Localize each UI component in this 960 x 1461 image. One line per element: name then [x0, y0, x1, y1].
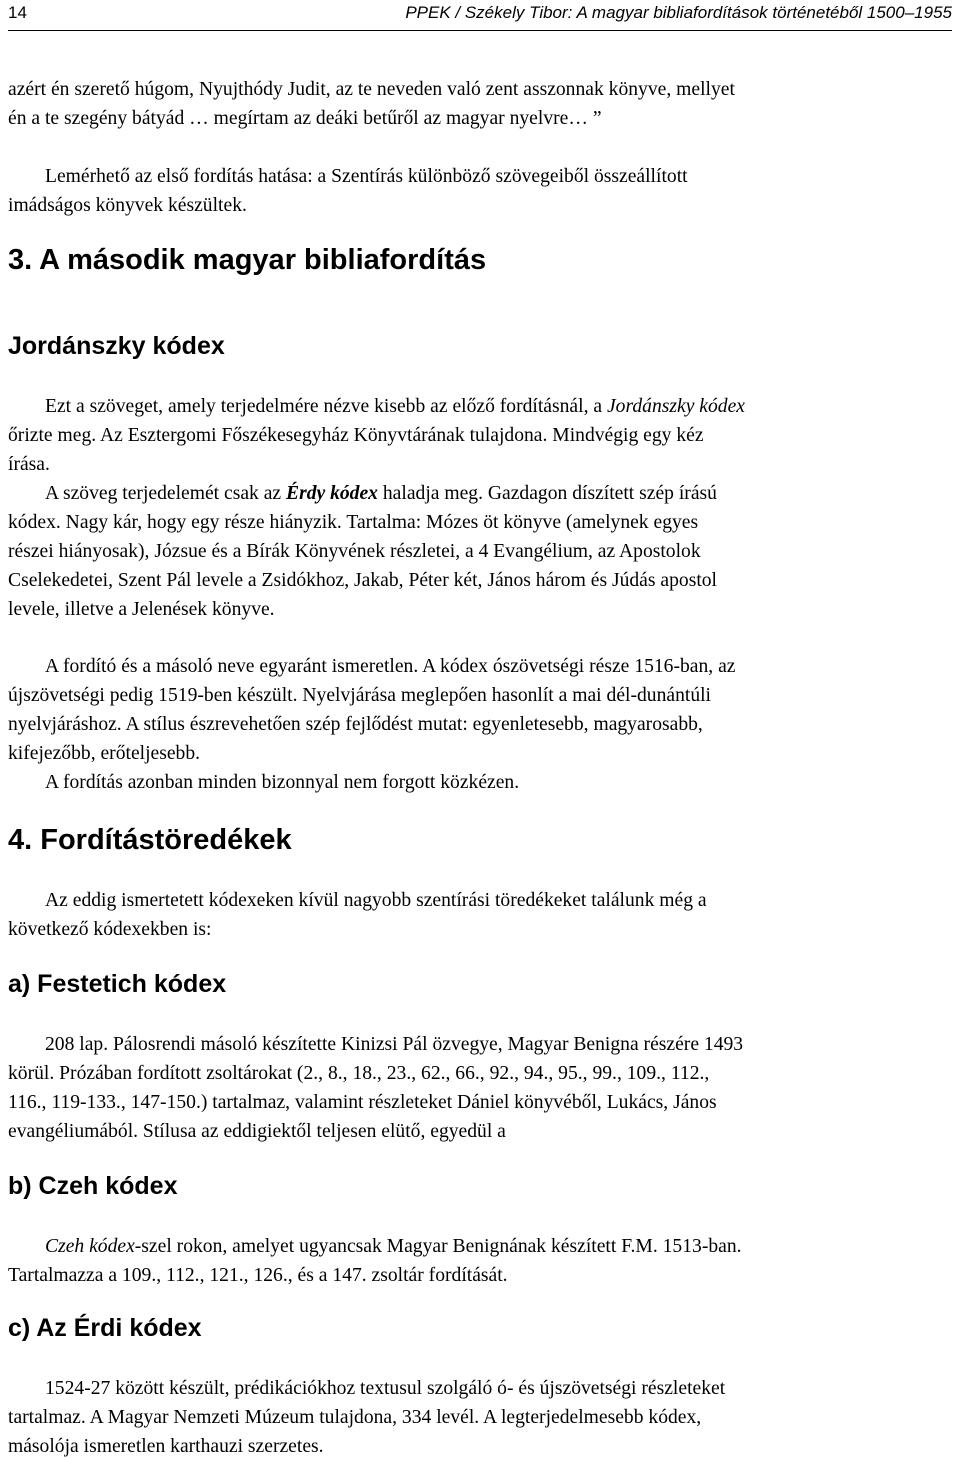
codex-name-emphasis: Jordánszky kódex — [606, 396, 745, 417]
text-line: azért én szerető húgom, Nyujthódy Judit, az te neveden való zent asszonnak könyve, mellyet — [8, 79, 735, 100]
erdi-paragraph — [8, 1374, 952, 1461]
text-line: 1524-27 között készült, prédikációkhoz textusul szolgáló ó- és újszövetségi részleteket — [45, 1378, 726, 1399]
text-line: Tartalmazza a 109., 112., 121., 126., és a 147. zsoltár fordítását. — [8, 1265, 508, 1286]
czeh-heading: b) Czeh kódex — [8, 1172, 178, 1200]
text-line — [8, 392, 952, 421]
festetich-paragraph — [8, 1030, 952, 1146]
text-line: következő kódexekben is: — [8, 919, 212, 940]
text-line: levele, illetve a Jelenések könyve. — [8, 599, 275, 620]
jordanszky-subheading: Jordánszky kódex — [8, 332, 225, 360]
codex-name-emphasis: Czeh kódex — [45, 1236, 135, 1257]
text-line: körül. Prózában fordított zsoltárokat (2., 8., 18., 23., 62., 66., 92., 94., 95., 99., 109., 112., — [8, 1063, 710, 1084]
text-line: Lemérhető az első fordítás hatása: a Szentírás különböző szövegeiből összeállított — [45, 166, 688, 187]
text-line: újszövetségi pedig 1519-ben készült. Nyelvjárása meglepően hasonlít a mai dél-dunántúli — [8, 685, 712, 706]
jordanszky-paragraph-2 — [8, 479, 952, 624]
page-header — [8, 0, 952, 31]
text-line: tartalmaz. A Magyar Nemzeti Múzeum tulajdona, 334 levél. A legterjedelmesebb kódex, — [8, 1407, 702, 1428]
text-line: A fordítás azonban minden bizonnyal nem forgott közkézen. — [45, 772, 520, 793]
text-line — [8, 1232, 952, 1261]
text-line: őrizte meg. Az Esztergomi Főszékesegyház Könyvtárának tulajdona. Mindvégig egy kéz — [8, 425, 704, 446]
section-4-heading: 4. Fordítástöredékek — [8, 824, 292, 856]
text-line: evangéliumából. Stílusa az eddigiektől teljesen elütő, egyedül a — [8, 1121, 506, 1142]
text-line: 116., 119-133., 147-150.) tartalmaz, valamint részleteket Dániel könyvéből, Lukács, János — [8, 1092, 717, 1113]
text-run: A szöveg terjedelemét csak az — [45, 483, 286, 504]
text-line: írása. — [8, 454, 50, 475]
festetich-heading: a) Festetich kódex — [8, 970, 227, 998]
jordanszky-paragraph-1 — [8, 392, 952, 479]
text-line: A fordító és a másoló neve egyaránt ismeretlen. A kódex ószövetségi része 1516-ban, az — [45, 656, 736, 677]
section-3-heading: 3. A második magyar bibliafordítás — [8, 244, 487, 276]
czeh-paragraph — [8, 1232, 952, 1290]
fragments-intro-paragraph — [8, 886, 952, 944]
text-line: másolója ismeretlen karthauzi szerzetes. — [8, 1436, 324, 1457]
text-line: nyelvjáráshoz. A stílus észrevehetően szép fejlődést mutat: egyenletesebb, magyarosabb, — [8, 714, 703, 735]
page-number: 14 — [8, 3, 27, 22]
text-run: -szel rokon, amelyet ugyancsak Magyar Benignának készített F.M. 1513-ban. — [134, 1236, 742, 1257]
jordanszky-paragraph-4 — [8, 768, 952, 797]
text-line: Cselekedetei, Szent Pál levele a Zsidókhoz, Jakab, Péter két, János három és Júdás apostol — [8, 570, 718, 591]
text-line: részei hiányosak), Józsue és a Bírák Könyvének részletei, a 4 Evangélium, az Apostolok — [8, 541, 701, 562]
text-run: haladja meg. Gazdagon díszített szép írású — [377, 483, 717, 504]
effect-paragraph — [8, 162, 952, 220]
text-line: Az eddig ismertetett kódexeken kívül nagyobb szentírási töredékeket találunk még a — [45, 890, 707, 911]
erdi-heading: c) Az Érdi kódex — [8, 1314, 202, 1342]
text-run: Ezt a szöveget, amely terjedelmére nézve kisebb az előző fordításnál, a — [45, 396, 607, 417]
text-line: 208 lap. Pálosrendi másoló készítette Kinizsi Pál özvegye, Magyar Benigna részére 1493 — [45, 1034, 744, 1055]
text-line: én a te szegény bátyád … megírtam az deáki betűről az magyar nyelvre… ” — [8, 108, 602, 129]
intro-paragraph — [8, 75, 952, 133]
jordanszky-paragraph-3 — [8, 652, 952, 768]
text-line — [8, 479, 952, 508]
text-line: imádságos könyvek készültek. — [8, 195, 247, 216]
text-line: kódex. Nagy kár, hogy egy része hiányzik. Tartalma: Mózes öt könyve (amelynek egyes — [8, 512, 699, 533]
codex-name-emphasis: Érdy kódex — [286, 483, 378, 504]
running-title: PPEK / Székely Tibor: A magyar bibliafordítások történetéből 1500–1955 — [405, 3, 952, 22]
text-line: kifejezőbb, erőteljesebb. — [8, 743, 201, 764]
